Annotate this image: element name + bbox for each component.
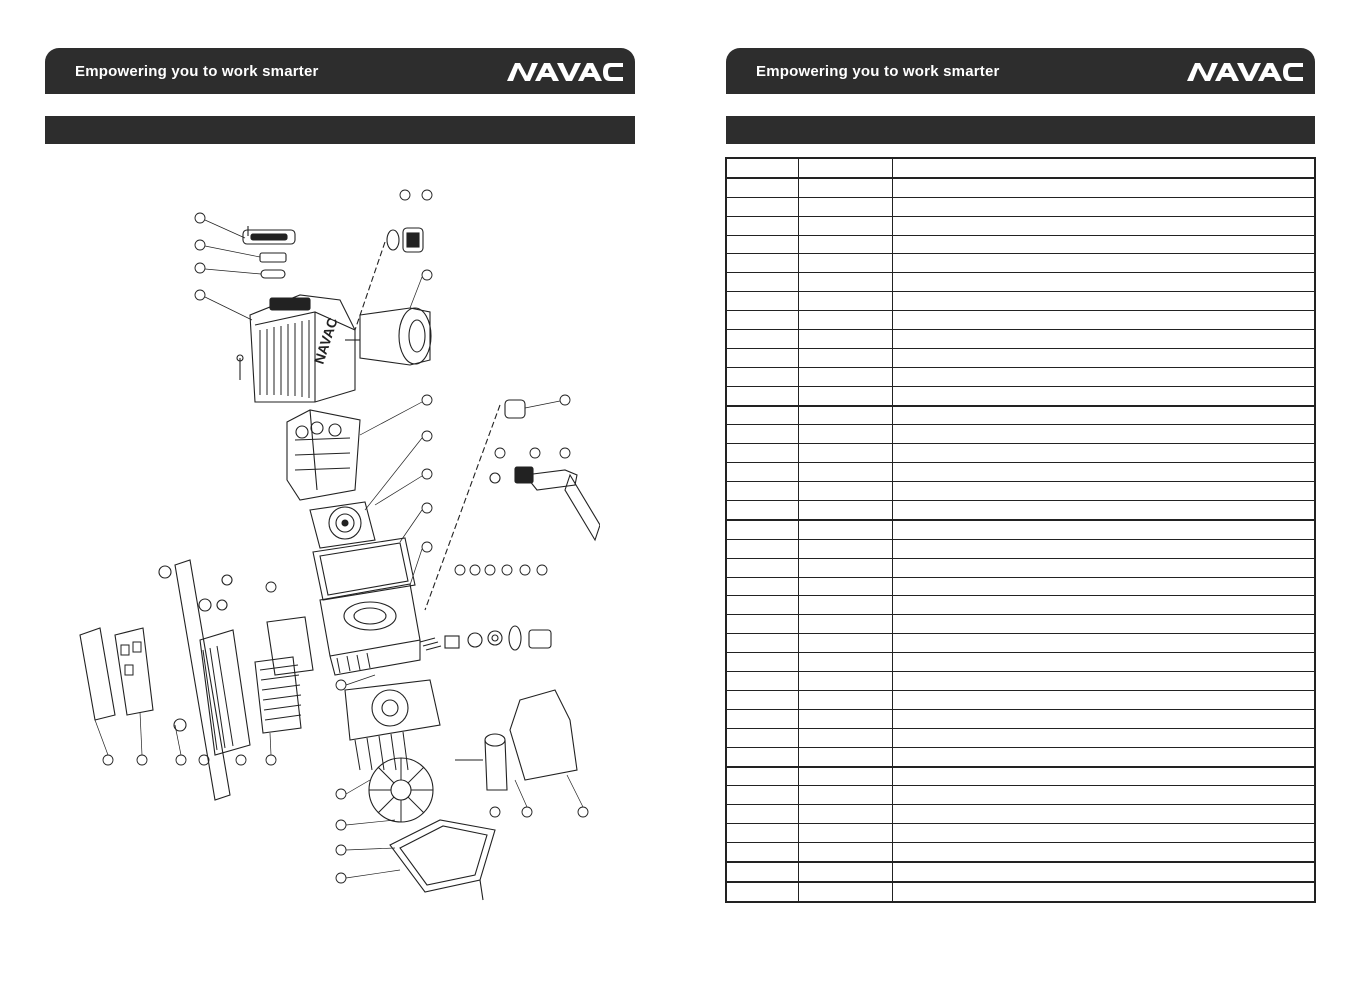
side-plate [159,560,232,800]
table-cell [799,406,893,425]
table-cell [893,482,1316,501]
table-row [726,558,1315,577]
table-cell [893,386,1316,405]
table-cell [799,292,893,311]
table-row [726,767,1315,786]
table-row [726,690,1315,709]
table-cell [726,767,799,786]
table-row [726,463,1315,482]
pump-block [320,584,420,675]
table-cell [893,882,1316,902]
navac-logo [1187,62,1303,82]
table-cell [893,273,1316,292]
table-cell [799,728,893,747]
motor [345,308,431,365]
table-cell [893,672,1316,691]
table-cell [799,596,893,615]
table-cell [893,824,1316,843]
table-row [726,273,1315,292]
table-cell [726,311,799,330]
exploded-parts-diagram [55,180,600,905]
table-cell [893,178,1316,197]
table-cell [726,747,799,766]
table-cell [893,862,1316,882]
valve-parts [425,400,600,610]
table-row [726,158,1315,178]
table-cell [799,843,893,862]
table-cell [799,690,893,709]
table-row [726,348,1315,367]
table-cell [893,463,1316,482]
table-cell [893,709,1316,728]
table-cell [893,501,1316,520]
table-cell [893,406,1316,425]
svg-text:NAVAC: NAVAC [310,315,341,366]
table-cell [893,311,1316,330]
table-cell [726,709,799,728]
table-cell [893,805,1316,824]
table-cell [799,273,893,292]
table-cell [726,728,799,747]
table-row [726,367,1315,386]
heatsink-fins [255,617,313,733]
table-cell [893,520,1316,539]
section-title-bar [45,116,635,144]
table-cell [893,767,1316,786]
table-row [726,482,1315,501]
table-cell [893,596,1316,615]
table-row [726,672,1315,691]
table-cell [893,786,1316,805]
table-cell [726,386,799,405]
bottom-cover [390,820,495,900]
table-cell [799,386,893,405]
header-banner [45,48,635,94]
intake-port-parts [420,626,551,650]
table-row [726,292,1315,311]
table-cell [726,330,799,349]
table-cell [799,178,893,197]
table-row [726,197,1315,216]
table-cell [726,615,799,634]
table-cell [893,348,1316,367]
table-cell [799,235,893,254]
table-cell [799,634,893,653]
table-row [726,786,1315,805]
table-cell [799,786,893,805]
table-cell [893,653,1316,672]
parts-list-table [725,157,1316,903]
table-cell [799,558,893,577]
table-row [726,216,1315,235]
table-cell [799,709,893,728]
table-cell [799,862,893,882]
table-row [726,330,1315,349]
header-tagline: Empowering you to work smarter [75,63,319,80]
table-cell [726,216,799,235]
parts-table-body [726,158,1315,902]
table-row [726,709,1315,728]
table-cell [799,520,893,539]
leader-lines [95,220,583,878]
table-row [726,235,1315,254]
table-cell [726,634,799,653]
table-row [726,311,1315,330]
table-row [726,520,1315,539]
table-cell [799,482,893,501]
table-cell [726,882,799,902]
table-cell [726,482,799,501]
table-row [726,501,1315,520]
table-row [726,747,1315,766]
table-cell [726,235,799,254]
table-cell [799,367,893,386]
table-cell [726,596,799,615]
table-cell [799,882,893,902]
table-cell [799,824,893,843]
table-cell [726,577,799,596]
table-cell [726,367,799,386]
cooling-fan [369,758,433,822]
pcb-board [80,628,153,720]
navac-logo [507,62,623,82]
table-cell [726,539,799,558]
table-cell [799,615,893,634]
table-cell [726,805,799,824]
table-cell [726,653,799,672]
table-row [726,577,1315,596]
table-cell [893,577,1316,596]
table-cell [799,311,893,330]
table-cell [726,425,799,444]
table-cell [893,444,1316,463]
table-row [726,843,1315,862]
table-cell [799,501,893,520]
heatsink-block [200,630,250,755]
table-cell [893,634,1316,653]
table-cell [726,520,799,539]
table-cell [799,539,893,558]
table-cell [726,158,799,178]
table-cell [799,747,893,766]
table-cell [799,197,893,216]
table-cell [893,728,1316,747]
section-title-bar [726,116,1315,144]
table-cell [726,254,799,273]
table-cell [726,501,799,520]
table-row [726,615,1315,634]
table-cell [893,235,1316,254]
table-cell [893,843,1316,862]
diaphragm-plate [310,502,375,548]
table-cell [799,653,893,672]
table-cell [799,463,893,482]
table-cell [893,539,1316,558]
table-row [726,805,1315,824]
oil-shroud [455,690,577,790]
right-page [681,0,1362,993]
table-cell [893,254,1316,273]
table-row [726,653,1315,672]
table-cell [726,843,799,862]
table-cell [799,767,893,786]
table-cell [726,273,799,292]
table-cell [893,690,1316,709]
table-cell [893,425,1316,444]
table-cell [893,558,1316,577]
table-cell [799,444,893,463]
table-cell [799,425,893,444]
motor-housing [237,295,355,402]
pump-module [287,410,360,500]
table-row [726,824,1315,843]
table-cell [726,348,799,367]
table-cell [799,805,893,824]
table-row [726,634,1315,653]
callout-bubbles [103,190,588,883]
table-cell [893,330,1316,349]
table-row [726,539,1315,558]
table-row [726,882,1315,902]
table-cell [726,862,799,882]
table-cell [799,330,893,349]
table-cell [799,158,893,178]
table-cell [726,178,799,197]
table-cell [726,444,799,463]
table-cell [893,197,1316,216]
table-cell [799,254,893,273]
table-cell [799,672,893,691]
table-cell [726,463,799,482]
table-cell [893,747,1316,766]
table-cell [726,197,799,216]
header-tagline: Empowering you to work smarter [756,63,1000,80]
table-cell [893,292,1316,311]
table-cell [726,292,799,311]
table-row [726,596,1315,615]
table-cell [726,558,799,577]
table-cell [726,824,799,843]
table-row [726,406,1315,425]
table-cell [893,367,1316,386]
table-row [726,425,1315,444]
table-cell [799,216,893,235]
header-banner [726,48,1315,94]
table-cell [726,672,799,691]
table-row [726,444,1315,463]
handle-cover-parts [243,226,295,278]
table-row [726,728,1315,747]
table-cell [799,577,893,596]
base-housing [345,680,440,770]
table-cell [893,158,1316,178]
table-row [726,178,1315,197]
table-row [726,862,1315,882]
table-cell [799,348,893,367]
table-cell [726,690,799,709]
table-cell [893,216,1316,235]
table-cell [726,406,799,425]
table-cell [893,615,1316,634]
table-cell [726,786,799,805]
table-row [726,254,1315,273]
table-row [726,386,1315,405]
